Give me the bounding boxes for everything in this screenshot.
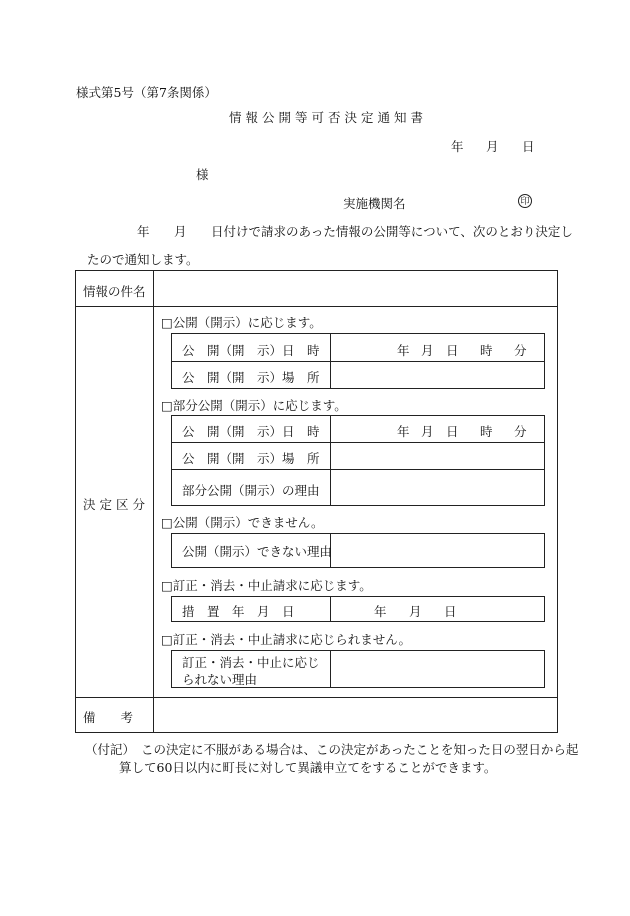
- partial-datetime-label: 公 開（開 示）日 時: [182, 424, 320, 439]
- correction-denied-reason-line2: られない理由: [182, 672, 258, 687]
- form-number: 様式第5号（第7条関係）: [76, 85, 217, 100]
- intro-text-cont: たので通知します。: [87, 252, 199, 267]
- measure-year: 年: [374, 604, 387, 619]
- measure-day: 日: [444, 604, 457, 619]
- option-denied-checkbox[interactable]: □公開（開示）できません。: [161, 515, 324, 530]
- date-year: 年: [451, 139, 464, 154]
- document-title: 情報公開等可否決定通知書: [229, 110, 428, 125]
- partial-dt-minute: 分: [514, 424, 527, 439]
- partial-dt-day: 日: [446, 424, 459, 439]
- remarks-label: 備 考: [83, 710, 134, 725]
- full-dt-minute: 分: [514, 343, 527, 358]
- partial-place-label: 公 開（開 示）場 所: [182, 451, 320, 466]
- table-divider: [153, 270, 154, 733]
- subtable-divider: [330, 415, 331, 506]
- subtable-rule: [171, 442, 545, 443]
- full-dt-month: 月: [421, 343, 434, 358]
- intro-year: 年: [137, 224, 150, 239]
- subtable-rule: [171, 361, 545, 362]
- table-rule: [75, 697, 558, 698]
- option-full-checkbox[interactable]: □公開（開示）に応じます。: [161, 315, 322, 330]
- note-line2: 算して60日以内に町長に対して異議申立てをすることができます。: [119, 760, 497, 775]
- subject-label: 情報の件名: [83, 284, 146, 299]
- intro-month: 月: [174, 224, 187, 239]
- measure-date-label: 措 置 年 月 日: [182, 604, 295, 619]
- note-line1: この決定に不服がある場合は、この決定があったことを知った日の翌日から起: [141, 742, 579, 757]
- full-datetime-label: 公 開（開 示）日 時: [182, 343, 320, 358]
- seal-icon: 印: [518, 194, 532, 208]
- denied-reason-label: 公開（開示）できない理由: [182, 544, 333, 559]
- date-month: 月: [486, 139, 499, 154]
- decision-label: 決定区分: [83, 497, 150, 512]
- intro-text: 日付けで請求のあった情報の公開等について、次のとおり決定し: [211, 224, 573, 239]
- partial-dt-month: 月: [421, 424, 434, 439]
- full-dt-year: 年: [397, 343, 410, 358]
- full-dt-hour: 時: [480, 343, 493, 358]
- subtable-rule: [171, 469, 545, 470]
- date-day: 日: [522, 139, 535, 154]
- option-correction-denied-checkbox[interactable]: □訂正・消去・中止請求に応じられません。: [161, 632, 412, 647]
- option-correction-checkbox[interactable]: □訂正・消去・中止請求に応じます。: [161, 578, 372, 593]
- partial-dt-year: 年: [397, 424, 410, 439]
- subtable-divider: [330, 596, 331, 622]
- subtable-divider: [330, 650, 331, 688]
- full-dt-day: 日: [446, 343, 459, 358]
- agency-label: 実施機関名: [343, 196, 406, 211]
- measure-month: 月: [409, 604, 422, 619]
- correction-denied-reason-line1: 訂正・消去・中止に応じ: [182, 655, 320, 670]
- table-rule: [75, 306, 558, 307]
- full-place-label: 公 開（開 示）場 所: [182, 370, 320, 385]
- partial-dt-hour: 時: [480, 424, 493, 439]
- addressee-suffix: 様: [196, 167, 209, 182]
- option-partial-checkbox[interactable]: □部分公開（開示）に応じます。: [161, 398, 347, 413]
- partial-reason-label: 部分公開（開示）の理由: [182, 483, 320, 498]
- note-label: （付記）: [85, 742, 136, 757]
